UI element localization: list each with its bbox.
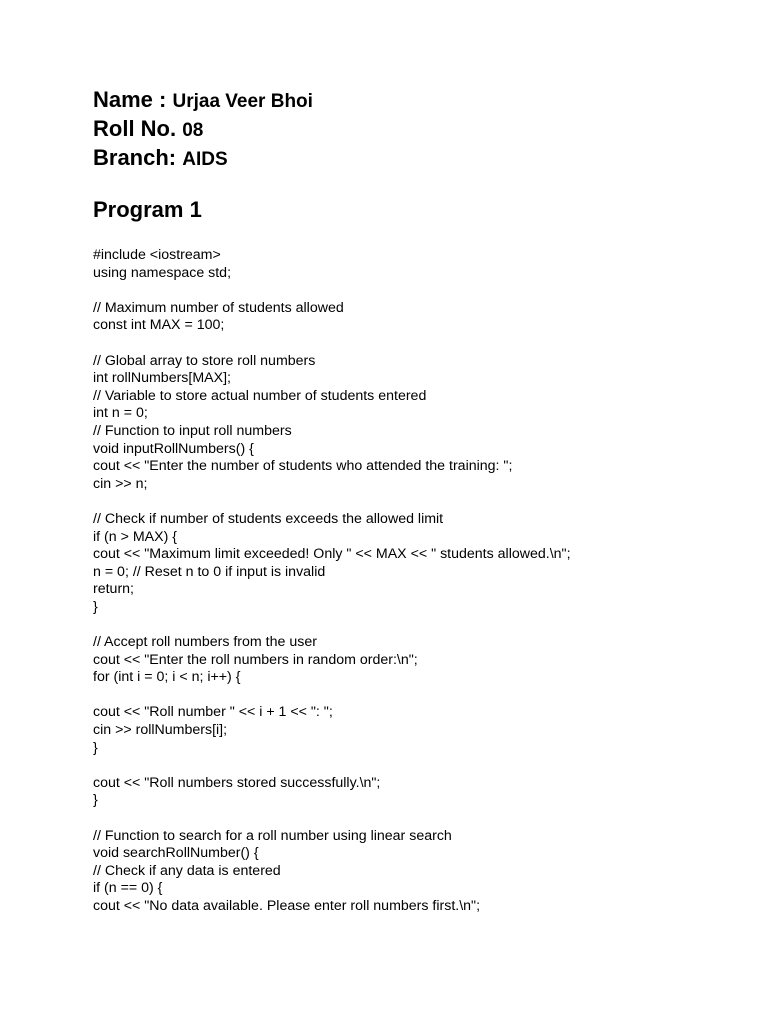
code-line: cout << "Enter the number of students who attended the training: ";	[93, 458, 513, 475]
code-line: // Function to search for a roll number using linear search	[93, 827, 452, 844]
code-line: }	[93, 792, 98, 809]
code-line: if (n > MAX) {	[93, 528, 177, 545]
code-line: // Function to input roll numbers	[93, 422, 292, 439]
code-line: void inputRollNumbers() {	[93, 440, 254, 457]
code-line: cout << "Maximum limit exceeded! Only " << MAX << " students allowed.\n";	[93, 546, 571, 563]
code-line: cin >> rollNumbers[i];	[93, 722, 228, 739]
code-line: cout << "No data available. Please enter roll numbers first.\n";	[93, 897, 481, 914]
branch-line	[93, 144, 748, 173]
code-line: cout << "Roll number " << i + 1 << ": ";	[93, 704, 333, 721]
code-line: for (int i = 0; i < n; i++) {	[93, 669, 241, 686]
code-line: using namespace std;	[93, 264, 232, 281]
code-line	[93, 335, 748, 353]
document-page	[93, 86, 748, 916]
program-title: Program 1	[93, 197, 202, 222]
branch-value: AIDS	[182, 149, 228, 170]
roll-number-line	[93, 115, 748, 144]
code-line: // Variable to store actual number of students entered	[93, 387, 427, 404]
code-line: cout << "Roll numbers stored successfully.\n";	[93, 774, 381, 791]
branch-label: Branch:	[93, 145, 183, 170]
roll-number-value: 08	[182, 120, 204, 141]
code-line: n = 0; // Reset n to 0 if input is invalid	[93, 563, 326, 580]
code-line: }	[93, 598, 98, 615]
code-line: #include <iostream>	[93, 247, 221, 263]
code-line: // Global array to store roll numbers	[93, 352, 316, 369]
code-line: cin >> n;	[93, 475, 148, 492]
code-line	[93, 282, 748, 300]
code-line: int rollNumbers[MAX];	[93, 370, 231, 387]
code-line: }	[93, 739, 98, 756]
code-line	[93, 810, 748, 828]
code-line: // Check if any data is entered	[93, 862, 281, 879]
code-line: void searchRollNumber() {	[93, 845, 259, 862]
name-line	[93, 86, 748, 115]
code-line: // Check if number of students exceeds the allowed limit	[93, 510, 444, 527]
code-line: cout << "Enter the roll numbers in random order:\n";	[93, 651, 418, 668]
name-label: Name :	[93, 87, 173, 112]
code-block	[93, 247, 748, 916]
name-value: Urjaa Veer Bhoi	[172, 91, 313, 112]
code-line: const int MAX = 100;	[93, 317, 225, 334]
code-line	[93, 757, 748, 775]
code-line	[93, 493, 748, 511]
code-line: // Accept roll numbers from the user	[93, 634, 317, 651]
code-line: // Maximum number of students allowed	[93, 299, 344, 316]
code-line	[93, 687, 748, 705]
roll-number-label: Roll No.	[93, 116, 183, 141]
code-line	[93, 616, 748, 634]
code-line: int n = 0;	[93, 405, 148, 422]
code-line: if (n == 0) {	[93, 880, 163, 897]
code-line: return;	[93, 581, 135, 598]
